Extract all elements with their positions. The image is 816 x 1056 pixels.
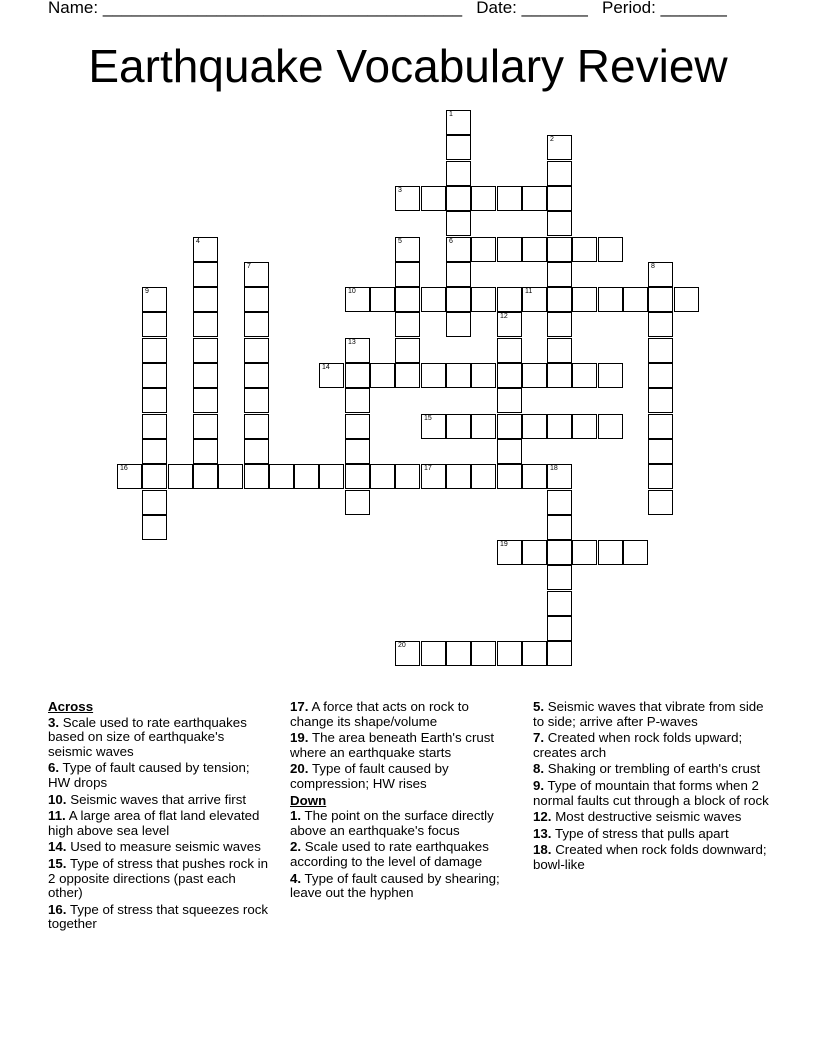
clue-item xyxy=(290,840,515,869)
grid-cell[interactable] xyxy=(572,287,597,312)
grid-cell[interactable] xyxy=(497,439,522,464)
grid-cell[interactable] xyxy=(421,287,446,312)
clue-item-text: The point on the surface directly above an earthquake's focus xyxy=(290,808,494,838)
grid-cell[interactable] xyxy=(648,388,673,413)
grid-cell[interactable] xyxy=(598,287,623,312)
clue-item xyxy=(48,857,270,901)
grid-cell[interactable] xyxy=(598,363,623,388)
clue-item xyxy=(290,700,515,729)
grid-cell[interactable] xyxy=(142,312,167,337)
grid-cell[interactable] xyxy=(395,363,420,388)
clue-item xyxy=(48,903,270,932)
clue-number: 8 xyxy=(651,263,655,270)
grid-cell[interactable] xyxy=(497,312,522,337)
grid-cell[interactable] xyxy=(142,515,167,540)
grid-cell[interactable] xyxy=(421,186,446,211)
clue-number: 13 xyxy=(348,339,356,346)
clues-column-1 xyxy=(48,700,270,934)
clue-item-text: A large area of flat land elevated high above sea level xyxy=(48,808,260,838)
grid-cell[interactable] xyxy=(547,161,572,186)
clue-number: 16 xyxy=(120,465,128,472)
grid-cell[interactable] xyxy=(370,287,395,312)
name-label: Name: xyxy=(48,0,99,17)
grid-cell[interactable] xyxy=(142,363,167,388)
clue-item xyxy=(48,809,270,838)
grid-cell[interactable] xyxy=(547,464,572,489)
grid-cell[interactable] xyxy=(446,186,471,211)
clue-number: 12 xyxy=(500,313,508,320)
grid-cell[interactable] xyxy=(648,414,673,439)
grid-cell[interactable] xyxy=(142,414,167,439)
grid-cell[interactable] xyxy=(471,237,496,262)
grid-cell[interactable] xyxy=(319,363,344,388)
clue-number: 2 xyxy=(550,136,554,143)
grid-cell[interactable] xyxy=(572,237,597,262)
date-blank[interactable]: _______ xyxy=(521,0,588,17)
clue-item xyxy=(48,716,270,760)
grid-cell[interactable] xyxy=(547,515,572,540)
grid-cell[interactable] xyxy=(547,641,572,666)
grid-cell[interactable] xyxy=(345,414,370,439)
date-label: Date: xyxy=(476,0,517,17)
grid-cell[interactable] xyxy=(345,490,370,515)
grid-cell[interactable] xyxy=(522,186,547,211)
grid-cell[interactable] xyxy=(446,641,471,666)
clue-number: 5 xyxy=(398,238,402,245)
grid-cell[interactable] xyxy=(497,641,522,666)
across-clue-list xyxy=(48,716,270,932)
grid-cell[interactable] xyxy=(193,237,218,262)
clue-item-text: Used to measure seismic waves xyxy=(66,839,261,855)
grid-cell[interactable] xyxy=(345,287,370,312)
clue-number: 18 xyxy=(550,465,558,472)
grid-cell[interactable] xyxy=(497,363,522,388)
clue-item-number: 9. xyxy=(533,777,545,793)
grid-cell[interactable] xyxy=(522,641,547,666)
clue-item-number: 14. xyxy=(48,839,67,855)
clue-number: 11 xyxy=(525,288,533,295)
grid-cell[interactable] xyxy=(395,312,420,337)
grid-cell[interactable] xyxy=(648,464,673,489)
grid-cell[interactable] xyxy=(446,211,471,236)
grid-cell[interactable] xyxy=(648,490,673,515)
clue-number: 7 xyxy=(247,263,251,270)
clue-number: 4 xyxy=(196,238,200,245)
grid-cell[interactable] xyxy=(497,287,522,312)
grid-cell[interactable] xyxy=(193,464,218,489)
grid-cell[interactable] xyxy=(244,439,269,464)
grid-cell[interactable] xyxy=(193,439,218,464)
clue-item xyxy=(290,872,515,901)
clue-item-text: Type of stress that pushes rock in 2 opposite directions (past each other) xyxy=(48,855,269,901)
clue-item-number: 4. xyxy=(290,870,302,886)
grid-cell[interactable] xyxy=(497,237,522,262)
grid-cell[interactable] xyxy=(471,287,496,312)
grid-cell[interactable] xyxy=(142,464,167,489)
grid-cell[interactable] xyxy=(471,464,496,489)
grid-cell[interactable] xyxy=(648,287,673,312)
grid-cell[interactable] xyxy=(370,464,395,489)
clue-item-text: Type of fault caused by shearing; leave out the hyphen xyxy=(290,870,500,901)
grid-cell[interactable] xyxy=(648,312,673,337)
period-blank[interactable]: _______ xyxy=(660,0,727,17)
grid-cell[interactable] xyxy=(395,338,420,363)
grid-cell[interactable] xyxy=(547,363,572,388)
clue-item-number: 19. xyxy=(290,730,309,746)
grid-cell[interactable] xyxy=(522,287,547,312)
grid-cell[interactable] xyxy=(648,338,673,363)
clue-item xyxy=(290,762,515,791)
grid-cell[interactable] xyxy=(471,363,496,388)
grid-cell[interactable] xyxy=(648,262,673,287)
grid-cell[interactable] xyxy=(395,237,420,262)
clue-item xyxy=(48,840,270,855)
grid-cell[interactable] xyxy=(345,439,370,464)
clue-item-number: 8. xyxy=(533,761,545,777)
clue-item xyxy=(533,762,769,777)
clue-item xyxy=(533,779,769,808)
clue-item-number: 7. xyxy=(533,730,545,746)
clue-item-text: Scale used to rate earthquakes according to the level of damage xyxy=(290,839,489,869)
grid-cell[interactable] xyxy=(244,464,269,489)
clue-item-number: 18. xyxy=(533,842,552,858)
clue-item-text: Seismic waves that vibrate from side to side; arrive after P-waves xyxy=(533,699,764,729)
grid-cell[interactable] xyxy=(446,464,471,489)
grid-cell[interactable] xyxy=(547,565,572,590)
grid-cell[interactable] xyxy=(193,312,218,337)
grid-cell[interactable] xyxy=(244,414,269,439)
grid-cell[interactable] xyxy=(446,161,471,186)
clue-item xyxy=(48,793,270,808)
grid-cell[interactable] xyxy=(471,186,496,211)
clue-item-number: 3. xyxy=(48,714,60,730)
period-label: Period: xyxy=(602,0,656,17)
clue-item xyxy=(290,809,515,838)
grid-cell[interactable] xyxy=(547,591,572,616)
clue-item-number: 5. xyxy=(533,699,545,714)
grid-cell[interactable] xyxy=(648,363,673,388)
grid-cell[interactable] xyxy=(395,186,420,211)
grid-cell[interactable] xyxy=(547,616,572,641)
clue-number: 17 xyxy=(424,465,432,472)
grid-cell[interactable] xyxy=(598,414,623,439)
grid-cell[interactable] xyxy=(522,363,547,388)
grid-cell[interactable] xyxy=(244,287,269,312)
grid-cell[interactable] xyxy=(522,414,547,439)
grid-cell[interactable] xyxy=(395,464,420,489)
grid-cell[interactable] xyxy=(218,464,243,489)
grid-cell[interactable] xyxy=(345,338,370,363)
grid-cell[interactable] xyxy=(345,464,370,489)
grid-cell[interactable] xyxy=(319,464,344,489)
grid-cell[interactable] xyxy=(244,363,269,388)
grid-cell[interactable] xyxy=(547,414,572,439)
across-clue-list-cont xyxy=(290,700,515,792)
grid-cell[interactable] xyxy=(244,262,269,287)
clue-item-text: Scale used to rate earthquakes based on size of earthquake's seismic waves xyxy=(48,714,247,759)
clue-item-number: 20. xyxy=(290,761,309,777)
clue-item-text: Most destructive seismic waves xyxy=(551,809,742,825)
grid-cell[interactable] xyxy=(547,312,572,337)
grid-cell[interactable] xyxy=(446,414,471,439)
grid-cell[interactable] xyxy=(193,287,218,312)
clue-item-text: Type of mountain that forms when 2 normal faults cut through a block of rock xyxy=(533,777,769,808)
clue-item xyxy=(533,843,769,872)
clue-item-number: 17. xyxy=(290,699,309,714)
clue-item-number: 1. xyxy=(290,808,302,824)
clues-column-3 xyxy=(533,700,769,875)
clue-item-number: 13. xyxy=(533,825,552,841)
grid-cell[interactable] xyxy=(547,540,572,565)
grid-cell[interactable] xyxy=(117,464,142,489)
clue-item xyxy=(290,731,515,760)
clue-item-number: 10. xyxy=(48,791,67,807)
clue-item-text: The area beneath Earth's crust where an earthquake starts xyxy=(290,730,495,760)
down-heading: Down xyxy=(290,792,327,808)
grid-cell[interactable] xyxy=(497,186,522,211)
grid-cell[interactable] xyxy=(547,211,572,236)
grid-cell[interactable] xyxy=(168,464,193,489)
clue-item xyxy=(533,731,769,760)
clue-item-text: Seismic waves that arrive first xyxy=(66,791,247,807)
clues-column-2 xyxy=(290,700,515,903)
grid-cell[interactable] xyxy=(446,312,471,337)
clue-number: 20 xyxy=(398,642,406,649)
clue-item-text: Shaking or trembling of earth's crust xyxy=(544,761,761,777)
down-clue-list xyxy=(290,809,515,901)
grid-cell[interactable] xyxy=(547,490,572,515)
grid-cell[interactable] xyxy=(522,237,547,262)
clue-number: 14 xyxy=(322,364,330,371)
grid-cell[interactable] xyxy=(193,262,218,287)
clue-number: 10 xyxy=(348,288,356,295)
grid-cell[interactable] xyxy=(547,186,572,211)
grid-cell[interactable] xyxy=(547,237,572,262)
grid-cell[interactable] xyxy=(395,262,420,287)
grid-cell[interactable] xyxy=(446,110,471,135)
grid-cell[interactable] xyxy=(193,414,218,439)
grid-cell[interactable] xyxy=(345,388,370,413)
grid-cell[interactable] xyxy=(623,287,648,312)
grid-cell[interactable] xyxy=(598,540,623,565)
grid-cell[interactable] xyxy=(421,641,446,666)
page-title: Earthquake Vocabulary Review xyxy=(88,40,728,92)
grid-cell[interactable] xyxy=(193,363,218,388)
clue-item xyxy=(48,761,270,790)
clue-number: 19 xyxy=(500,541,508,548)
clue-item xyxy=(533,700,769,729)
grid-cell[interactable] xyxy=(421,464,446,489)
clue-item-number: 6. xyxy=(48,760,60,776)
across-heading: Across xyxy=(48,699,94,714)
grid-cell[interactable] xyxy=(572,363,597,388)
grid-cell[interactable] xyxy=(446,135,471,160)
grid-cell[interactable] xyxy=(497,338,522,363)
grid-cell[interactable] xyxy=(395,287,420,312)
grid-cell[interactable] xyxy=(547,262,572,287)
clue-item-text: Type of fault caused by tension; HW drops xyxy=(48,760,250,790)
grid-cell[interactable] xyxy=(193,388,218,413)
grid-cell[interactable] xyxy=(142,287,167,312)
grid-cell[interactable] xyxy=(497,388,522,413)
clue-item-number: 11. xyxy=(48,808,66,824)
clue-number: 1 xyxy=(449,111,453,118)
clue-item-number: 16. xyxy=(48,901,67,917)
grid-cell[interactable] xyxy=(446,237,471,262)
clue-item-text: A force that acts on rock to change its shape/volume xyxy=(290,699,469,729)
grid-cell[interactable] xyxy=(421,363,446,388)
grid-cell[interactable] xyxy=(142,490,167,515)
grid-cell[interactable] xyxy=(421,414,446,439)
grid-cell[interactable] xyxy=(244,338,269,363)
clue-item-number: 12. xyxy=(533,809,552,825)
grid-cell[interactable] xyxy=(674,287,699,312)
down-clue-list-cont xyxy=(533,700,769,873)
grid-cell[interactable] xyxy=(446,363,471,388)
clue-item xyxy=(533,827,769,842)
grid-cell[interactable] xyxy=(497,414,522,439)
grid-cell[interactable] xyxy=(572,414,597,439)
clue-item-text: Type of stress that pulls apart xyxy=(551,825,729,841)
grid-cell[interactable] xyxy=(547,135,572,160)
clue-item-text: Created when rock folds downward; bowl-like xyxy=(533,842,767,872)
clue-item xyxy=(533,810,769,825)
grid-cell[interactable] xyxy=(345,363,370,388)
grid-cell[interactable] xyxy=(497,540,522,565)
grid-cell[interactable] xyxy=(294,464,319,489)
grid-cell[interactable] xyxy=(497,464,522,489)
clue-item-number: 15. xyxy=(48,855,67,871)
grid-cell[interactable] xyxy=(648,439,673,464)
clue-item-text: Created when rock folds upward; creates arch xyxy=(533,730,743,760)
clue-number: 15 xyxy=(424,415,432,422)
grid-cell[interactable] xyxy=(395,641,420,666)
clue-number: 3 xyxy=(398,187,402,194)
clue-item-number: 2. xyxy=(290,839,302,855)
grid-cell[interactable] xyxy=(547,287,572,312)
grid-cell[interactable] xyxy=(623,540,648,565)
grid-cell[interactable] xyxy=(446,287,471,312)
grid-cell[interactable] xyxy=(244,388,269,413)
grid-cell[interactable] xyxy=(142,439,167,464)
grid-cell[interactable] xyxy=(142,388,167,413)
clue-number: 9 xyxy=(145,288,149,295)
clue-item-text: Type of stress that squeezes rock together xyxy=(48,901,269,932)
grid-cell[interactable] xyxy=(471,641,496,666)
grid-cell[interactable] xyxy=(269,464,294,489)
grid-cell[interactable] xyxy=(244,312,269,337)
name-blank[interactable]: ______________________________________ xyxy=(102,0,463,17)
grid-cell[interactable] xyxy=(370,363,395,388)
grid-cell[interactable] xyxy=(522,540,547,565)
grid-cell[interactable] xyxy=(522,464,547,489)
grid-cell[interactable] xyxy=(471,414,496,439)
grid-cell[interactable] xyxy=(193,338,218,363)
grid-cell[interactable] xyxy=(547,338,572,363)
grid-cell[interactable] xyxy=(572,540,597,565)
clue-number: 6 xyxy=(449,238,453,245)
grid-cell[interactable] xyxy=(446,262,471,287)
grid-cell[interactable] xyxy=(142,338,167,363)
grid-cell[interactable] xyxy=(598,237,623,262)
clue-item-text: Type of fault caused by compression; HW rises xyxy=(290,761,449,791)
